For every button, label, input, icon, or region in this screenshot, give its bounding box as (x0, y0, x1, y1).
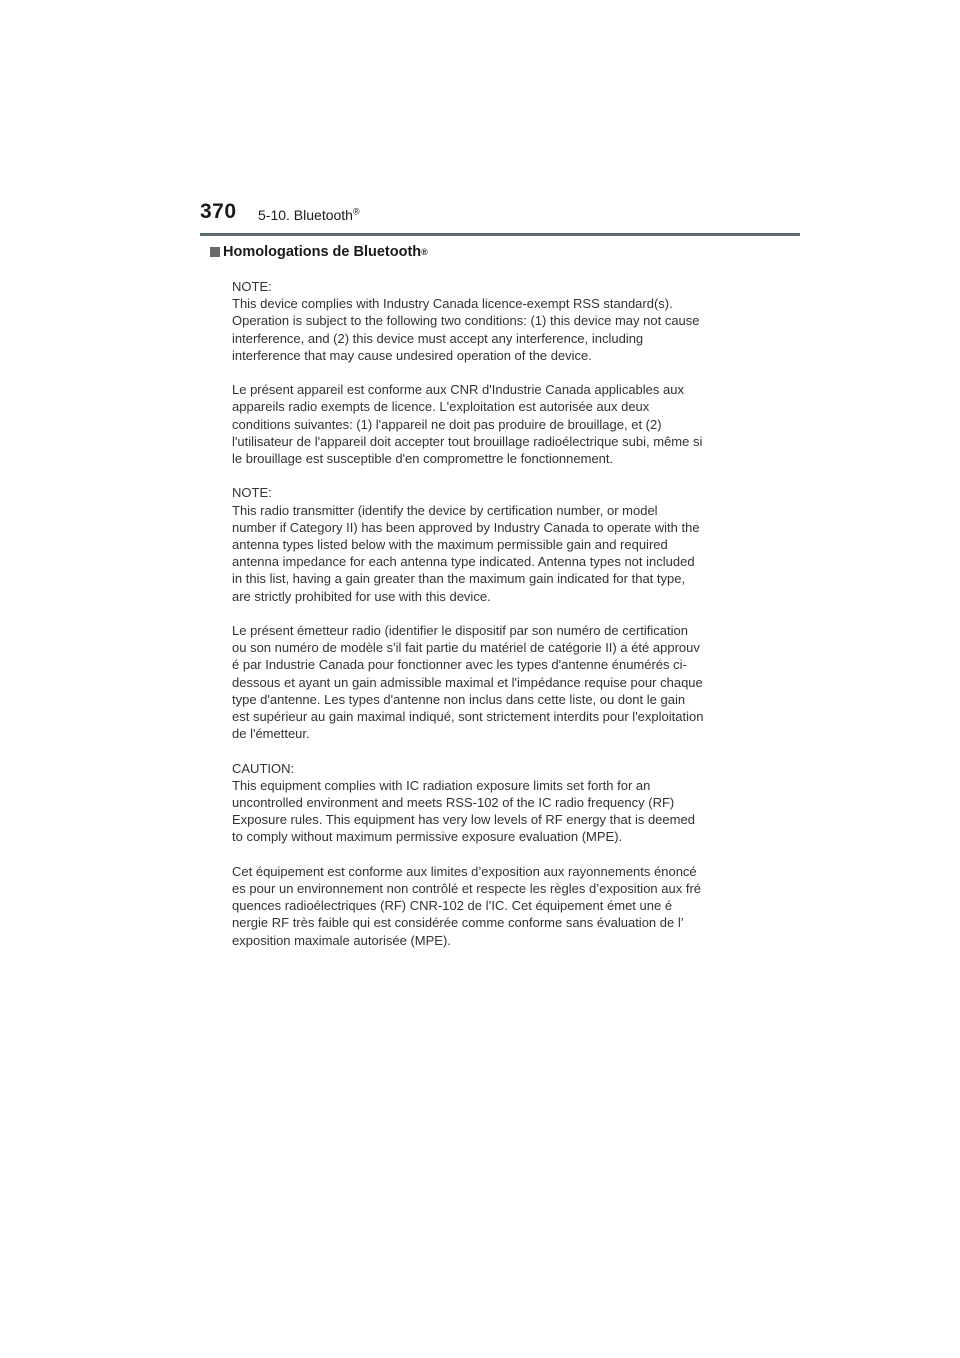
notice-line: es pour un environnement non contrôlé et respecte les règles d’exposition aux fré (232, 881, 702, 897)
notice-line: This radio transmitter (identify the device by certification number, or model (232, 502, 658, 518)
notice-line: in this list, having a gain greater than the maximum gain indicated for that type, (232, 571, 686, 587)
chapter-title (258, 207, 360, 223)
notice-line: l'utilisateur de l'appareil doit accepter tout brouillage radioélectrique subi, même si (232, 433, 703, 449)
notice-line: This equipment complies with IC radiation exposure limits set forth for an (232, 777, 651, 793)
notice-line: quences radioélectriques (RF) CNR-102 de l’IC. Cet équipement émet une é (232, 898, 673, 914)
notice-paragraph (232, 484, 752, 604)
notice-line: antenna impedance for each antenna type indicated. Antenna types not included (232, 554, 695, 570)
notice-line: é par Industrie Canada pour fonctionner avec les types d'antenne énumérés ci- (232, 657, 687, 673)
notice-paragraph (232, 863, 752, 949)
notice-paragraph (232, 381, 752, 467)
notice-line: de l'émetteur. (232, 726, 310, 742)
notice-paragraph (232, 278, 752, 364)
notice-line: type d'antenne. Les types d'antenne non inclus dans cette liste, ou dont le gain (232, 691, 686, 707)
notice-line: NOTE: (232, 485, 272, 501)
chapter-title-text: 5-10. Bluetooth (258, 207, 353, 223)
notice-line: est supérieur au gain maximal indiqué, sont strictement interdits pour l'exploitation (232, 709, 704, 725)
notice-line: interference, and (2) this device must accept any interference, including (232, 330, 644, 346)
notice-line: interference that may cause undesired operation of the device. (232, 347, 592, 363)
notice-line: CAUTION: (232, 760, 295, 776)
notice-line: NOTE: (232, 279, 272, 294)
notice-line: antenna types listed below with the maximum permissible gain and required (232, 537, 668, 553)
notice-line: Cet équipement est conforme aux limites d’exposition aux rayonnements énoncé (232, 863, 697, 879)
section-heading: Homologations de Bluetooth ® (210, 244, 428, 260)
notice-paragraph (232, 622, 752, 742)
notice-line: Operation is subject to the following two conditions: (1) this device may not cause (232, 313, 700, 329)
notice-line: uncontrolled environment and meets RSS-102 of the IC radio frequency (RF) (232, 795, 675, 811)
notice-line: Exposure rules. This equipment has very low levels of RF energy that is deemed (232, 812, 695, 828)
registered-mark: ® (352, 206, 360, 217)
notice-line: conditions suivantes: (1) l'appareil ne doit pas produire de brouillage, et (2) (232, 416, 662, 432)
notice-line: appareils radio exempts de licence. L'exploitation est autorisée aux deux (232, 399, 650, 415)
notice-line: number if Category II) has been approved by Industry Canada to operate with the (232, 519, 700, 535)
notice-line: exposition maximale autorisée (MPE). (232, 932, 451, 948)
notice-line: to comply without maximum permissive exposure evaluation (MPE). (232, 829, 623, 845)
notice-line: le brouillage est susceptible d'en compromettre le fonctionnement. (232, 451, 614, 467)
page-number: 370 (200, 200, 237, 223)
notice-paragraph (232, 760, 752, 846)
square-bullet-icon (210, 247, 220, 257)
notice-line: Le présent appareil est conforme aux CNR d'Industrie Canada applicables aux (232, 382, 684, 398)
notice-line: ou son numéro de modèle s'il fait partie du matériel de catégorie II) a été approuv (232, 640, 700, 656)
header-rule (200, 233, 800, 236)
notice-line: This device complies with Industry Canada licence-exempt RSS standard(s). (232, 296, 673, 312)
notice-line: are strictly prohibited for use with this device. (232, 588, 491, 604)
section-heading-text: Homologations de Bluetooth (223, 244, 422, 260)
notice-line: Le présent émetteur radio (identifier le dispositif par son numéro de certification (232, 623, 688, 639)
regulatory-notice-block (232, 278, 752, 966)
notice-line: nergie RF très faible qui est considérée comme conforme sans évaluation de l’ (232, 915, 684, 931)
notice-line: dessous et ayant un gain admissible maximal et l'impédance requise pour chaque (232, 674, 703, 690)
page-header (0, 0, 960, 260)
